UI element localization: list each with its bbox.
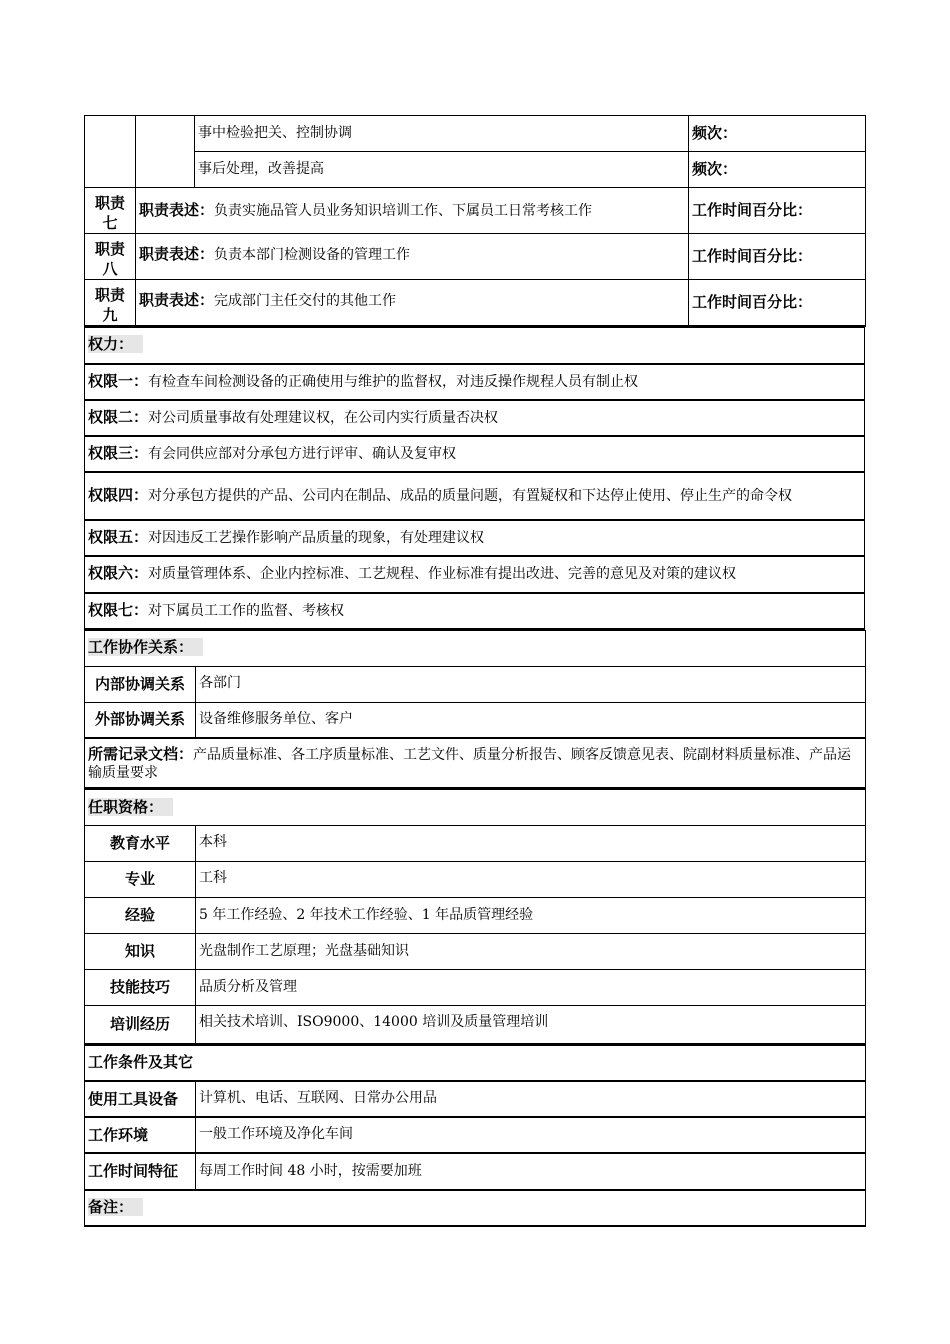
authority-label: 权限一： [88,371,149,390]
qual-value: 光盘制作工艺原理；光盘基础知识 [196,934,866,970]
qual-label: 教育水平 [85,826,196,862]
sub-duty-text: 事后处理，改善提高 [195,152,689,188]
authority-label: 权限四： [88,486,149,504]
coop-value: 设备维修服务单位、客户 [196,702,866,738]
time-percent-label: 工作时间百分比： [689,188,866,234]
cond-value: 一般工作环境及净化车间 [196,1117,866,1153]
time-percent-label: 工作时间百分比： [689,280,866,327]
authority-row [85,593,865,629]
qual-value: 工科 [196,862,866,898]
qual-label: 培训经历 [85,1006,196,1044]
duty-description [136,188,689,234]
duty-label: 职责九 [85,280,136,327]
section-header [85,1045,866,1081]
table-row [85,666,866,702]
cond-label: 使用工具设备 [85,1081,196,1117]
section-header [85,1190,866,1226]
coop-label: 内部协调关系 [85,666,196,702]
authority-label: 权限七： [88,600,149,619]
cond-value: 计算机、电话、互联网、日常办公用品 [196,1081,866,1117]
cooperation-table [84,630,866,790]
section-header [85,328,865,364]
empty-cell [85,116,136,188]
duty-description [136,234,689,280]
authority-title: 权力： [88,335,143,353]
empty-cell [136,116,195,188]
table-row [85,970,866,1006]
authority-label: 权限二： [88,407,149,426]
coop-label: 外部协调关系 [85,702,196,738]
section-header [85,790,866,826]
authority-row [85,400,865,436]
table-row [85,934,866,970]
duty-label: 职责七 [85,188,136,234]
duty-label: 职责八 [85,234,136,280]
duty-prefix: 职责表述： [139,291,215,309]
table-row [85,826,866,862]
authority-text: 对公司质量事故有处理建议权，在公司内实行质量否决权 [148,409,499,426]
cond-value: 每周工作时间 48 小时，按需要加班 [196,1153,866,1190]
qual-label: 经验 [85,898,196,934]
table-row [85,702,866,738]
records-row [85,738,866,788]
qual-value: 品质分析及管理 [196,970,866,1006]
authority-row [85,520,865,556]
table-row [85,1006,866,1044]
job-description-sheet [84,115,865,1227]
notes-title: 备注： [88,1198,143,1216]
duty-row [85,188,866,234]
duties-table [84,115,866,327]
qual-value: 相关技术培训、ISO9000、14000 培训及质量管理培训 [196,1006,866,1044]
authority-text: 对质量管理体系、企业内控标准、工艺规程、作业标准有提出改进、完善的意见及对策的建议权 [148,566,737,582]
duty-text: 负责实施品管人员业务知识培训工作、下属员工日常考核工作 [214,202,593,219]
authority-text: 对分承包方提供的产品、公司内在制品、成品的质量问题，有置疑权和下达停止使用、停止生产的命令权 [148,488,793,504]
duty-text: 完成部门主任交付的其他工作 [214,293,397,309]
qual-value: 5 年工作经验、2 年技术工作经验、1 年品质管理经验 [196,898,866,934]
frequency-label: 频次： [689,152,866,188]
cooperation-title: 工作协作关系： [88,638,203,656]
records-label: 所需记录文档： [88,744,194,763]
table-row [85,898,866,934]
qual-label: 专业 [85,862,196,898]
conditions-table [84,1045,866,1228]
qualifications-title: 任职资格： [88,798,173,816]
records-text: 产品质量标准、各工序质量标准、工艺文件、质量分析报告、顾客反馈意见表、院副材料质量标准、产品运输质量要求 [88,746,852,781]
qual-value: 本科 [196,826,866,862]
sub-duty-text: 事中检验把关、控制协调 [195,116,689,152]
authority-row [85,556,865,593]
table-row [85,116,866,152]
duty-text: 负责本部门检测设备的管理工作 [214,247,411,263]
duty-prefix: 职责表述： [139,245,215,263]
qual-label: 技能技巧 [85,970,196,1006]
coop-value: 各部门 [196,666,866,702]
qualifications-table [84,789,866,1045]
authority-text: 对下属员工工作的监督、考核权 [148,602,345,619]
table-row [85,152,866,188]
qual-label: 知识 [85,934,196,970]
table-row [85,1153,866,1190]
duty-row [85,280,866,327]
table-row [85,1117,866,1153]
authority-row [85,436,865,472]
duty-description [136,280,689,327]
table-row [85,862,866,898]
duty-row [85,234,866,280]
table-row [85,1081,866,1117]
duty-prefix: 职责表述： [139,200,215,219]
authority-row [85,364,865,400]
cond-label: 工作环境 [85,1117,196,1153]
authority-label: 权限五： [88,527,149,546]
authority-text: 有检查车间检测设备的正确使用与维护的监督权，对违反操作规程人员有制止权 [148,373,639,390]
authority-table [84,327,865,630]
authority-label: 权限六： [88,564,149,582]
cond-label: 工作时间特征 [85,1153,196,1190]
time-percent-label: 工作时间百分比： [689,234,866,280]
authority-text: 有会同供应部对分承包方进行评审、确认及复审权 [148,445,457,462]
authority-row [85,472,865,520]
conditions-title: 工作条件及其它 [88,1052,194,1071]
authority-text: 对因违反工艺操作影响产品质量的现象，有处理建议权 [148,529,485,546]
authority-label: 权限三： [88,443,149,462]
section-header [85,630,866,666]
frequency-label: 频次： [689,116,866,152]
